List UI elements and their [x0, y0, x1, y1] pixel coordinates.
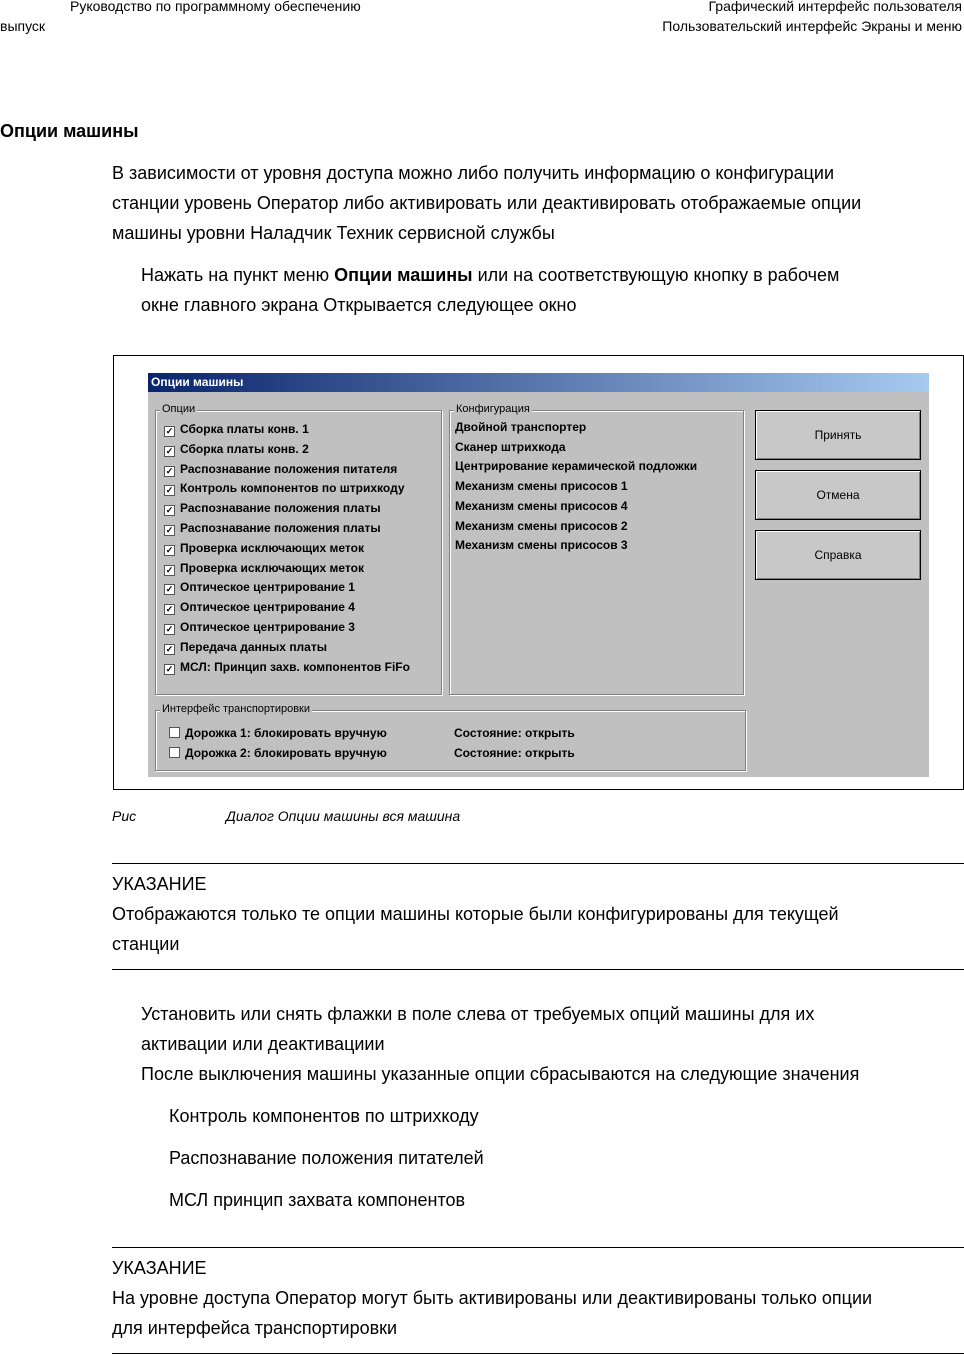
- configuration-item: Механизм смены присосов 2: [455, 518, 628, 533]
- menu-item-ref: Опции машины: [334, 265, 473, 285]
- option-label: Сборка платы конв. 2: [180, 441, 309, 456]
- checkbox[interactable]: [169, 747, 180, 758]
- header-manual: Руководство по программному обеспечению: [70, 0, 361, 14]
- option-checkbox-row[interactable]: [164, 479, 405, 497]
- machine-options-dialog: [148, 373, 929, 777]
- configuration-item: Центрирование керамической подложки: [455, 459, 698, 474]
- checkbox-checked[interactable]: ✓: [165, 624, 174, 634]
- checkbox-checked[interactable]: ✓: [165, 445, 174, 456]
- checkbox-checked[interactable]: ✓: [165, 426, 174, 436]
- lane-2-status: Состояние: открыть: [454, 746, 575, 760]
- transport-interface-group: [155, 703, 746, 771]
- step-text: или на соответствующую кнопку в рабочем: [472, 265, 840, 285]
- option-label: Оптическое центрирование 4: [180, 600, 355, 615]
- options-group-label: Опции: [162, 403, 196, 415]
- reset-item: Контроль компонентов по штрихкоду: [169, 1106, 479, 1126]
- header-edition: выпуск: [0, 18, 46, 34]
- option-checkbox-row[interactable]: [164, 420, 309, 438]
- option-label: Контроль компонентов по штрихкоду: [180, 481, 405, 496]
- configuration-item: Механизм смены присосов 4: [455, 498, 628, 513]
- intro-line: В зависимости от уровня доступа можно либо получить информацию о конфигурации: [112, 163, 835, 183]
- option-label: Передача данных платы: [180, 639, 327, 654]
- figure-number: Рис: [112, 808, 137, 824]
- option-checkbox-row[interactable]: [164, 440, 309, 458]
- checkbox[interactable]: [169, 727, 180, 738]
- step-text: После выключения машины указанные опции сбрасываются на следующие значения: [141, 1064, 860, 1084]
- lane-2-checkbox-row[interactable]: [169, 744, 387, 762]
- option-label: Оптическое центрирование 1: [180, 580, 355, 595]
- lane-label: Дорожка 1: блокировать вручную: [185, 726, 387, 740]
- option-label: Проверка исключающих меток: [180, 540, 364, 555]
- option-checkbox-row[interactable]: [164, 598, 355, 616]
- option-label: Распознавание положения платы: [180, 501, 381, 516]
- checkbox-checked[interactable]: ✓: [165, 544, 174, 555]
- note-title: УКАЗАНИЕ: [112, 1258, 207, 1278]
- note-2: [112, 1253, 872, 1343]
- configuration-group: [449, 403, 744, 695]
- lane-1-status: Состояние: открыть: [454, 726, 575, 740]
- header-chapter: Графический интерфейс пользователя: [708, 0, 962, 14]
- divider: [112, 969, 964, 970]
- note-title: УКАЗАНИЕ: [112, 874, 207, 894]
- intro-text: [112, 158, 861, 248]
- option-checkbox-row[interactable]: [164, 499, 381, 517]
- note-text: станции: [112, 934, 180, 954]
- note-text: для интерфейса транспортировки: [112, 1318, 398, 1338]
- step-text: Установить или снять флажки в поле слева от требуемых опций машины для их: [141, 1004, 815, 1024]
- transport-group-label: Интерфейс транспортировки: [162, 703, 311, 715]
- reset-item: Распознавание положения питателей: [169, 1148, 484, 1168]
- step-text: активации или деактивациии: [141, 1034, 385, 1054]
- option-label: Распознавание положения платы: [180, 521, 381, 535]
- note-text: На уровне доступа Оператор могут быть активированы или деактивированы только опции: [112, 1288, 873, 1308]
- lane-label: Дорожка 2: блокировать вручную: [185, 746, 387, 760]
- configuration-group-label: Конфигурация: [456, 403, 530, 415]
- option-checkbox-row[interactable]: [164, 519, 381, 537]
- checkbox-checked[interactable]: ✓: [165, 564, 174, 575]
- step-text: Нажать на пункт меню: [141, 265, 335, 285]
- checkbox-checked[interactable]: ✓: [165, 465, 174, 476]
- option-label: Проверка исключающих меток: [180, 560, 364, 575]
- configuration-item: Сканер штрихкода: [455, 439, 566, 454]
- option-checkbox-row[interactable]: [164, 638, 327, 656]
- reset-item: МСЛ принцип захвата компонентов: [169, 1190, 466, 1210]
- option-checkbox-row[interactable]: [164, 578, 355, 596]
- option-label: Сборка платы конв. 1: [180, 422, 309, 436]
- note-1: [112, 869, 839, 959]
- intro-line: машины уровни Наладчик Техник сервисной службы: [112, 223, 555, 243]
- section-title: Опции машины: [0, 121, 139, 141]
- checkbox-checked[interactable]: ✓: [165, 485, 174, 496]
- configuration-item: Механизм смены присосов 1: [455, 479, 628, 494]
- intro-line: станции уровень Оператор либо активировать или деактивировать отображаемые опции: [112, 193, 862, 213]
- option-checkbox-row[interactable]: [164, 658, 410, 676]
- checkbox-checked[interactable]: ✓: [165, 505, 174, 516]
- option-checkbox-row[interactable]: [164, 539, 364, 557]
- checkbox-checked[interactable]: ✓: [165, 604, 174, 615]
- help-button[interactable]: Справка: [755, 530, 921, 580]
- configuration-item: Двойной транспортер: [455, 420, 587, 434]
- option-checkbox-row[interactable]: [164, 460, 397, 478]
- step-set-checkboxes: [141, 999, 859, 1089]
- figure-caption: Диалог Опции машины вся машина: [226, 808, 461, 824]
- cancel-button[interactable]: Отмена: [755, 470, 921, 520]
- checkbox-checked[interactable]: ✓: [165, 584, 174, 595]
- option-checkbox-row[interactable]: [164, 618, 355, 636]
- checkbox-checked[interactable]: ✓: [165, 525, 174, 535]
- option-label: Распознавание положения питателя: [180, 461, 398, 476]
- configuration-item: Механизм смены присосов 3: [455, 538, 628, 553]
- step-text: окне главного экрана Открывается следующее окно: [141, 295, 577, 315]
- option-checkbox-row[interactable]: [164, 559, 364, 577]
- accept-button[interactable]: Принять: [755, 410, 921, 460]
- lane-1-checkbox-row[interactable]: [169, 724, 387, 742]
- checkbox-checked[interactable]: ✓: [165, 643, 174, 654]
- step-open-dialog: [141, 260, 839, 320]
- dialog-title-bar: Опции машины: [148, 373, 929, 392]
- divider: [112, 1247, 964, 1248]
- divider: [112, 863, 964, 864]
- option-label: Оптическое центрирование 3: [180, 620, 355, 634]
- checkbox-checked[interactable]: ✓: [165, 663, 174, 674]
- option-label: МСЛ: Принцип захв. компонентов FiFo: [180, 659, 410, 674]
- header-section: Пользовательский интерфейс Экраны и меню: [662, 18, 962, 34]
- options-group: [155, 403, 442, 695]
- note-text: Отображаются только те опции машины которые были конфигурированы для текущей: [112, 904, 839, 924]
